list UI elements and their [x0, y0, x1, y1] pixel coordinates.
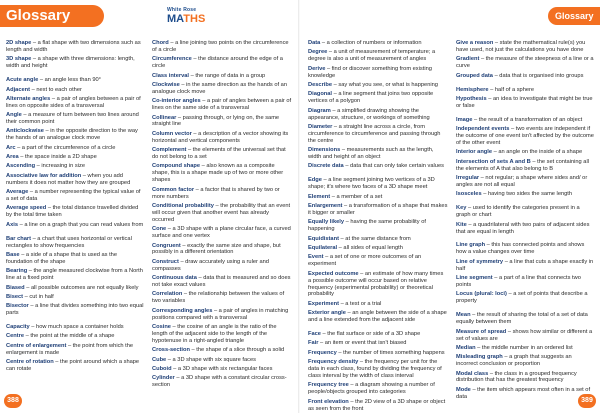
glossary-term: Cube: [152, 356, 167, 363]
glossary-term: Mode: [456, 386, 471, 393]
glossary-definition: – a flat shape with two dimensions such as length and width: [6, 40, 141, 53]
glossary-entry: [152, 98, 292, 112]
white-rose-maths-logo: [167, 7, 227, 29]
glossary-term: Frequency: [308, 349, 337, 356]
glossary-term: Discrete data: [308, 163, 344, 170]
glossary-definition: – a factor that is shared by two or more numbers: [152, 186, 280, 200]
glossary-entry: [456, 259, 594, 273]
glossary-definition: – the frequency per unit for the data in each class, found by dividing the frequency of class interval by the width of class interval: [308, 359, 442, 379]
glossary-definition: – an estimate of how many times a possible outcome will occur based on relative frequency (experimental probability) or theoretical probability: [308, 270, 444, 298]
glossary-entry: [152, 375, 292, 389]
glossary-entry: [456, 312, 594, 326]
glossary-definition: – not regular; a shape where sides and/ or angles are not all equal: [456, 175, 588, 188]
glossary-entry: [456, 159, 594, 173]
glossary-entry: [6, 222, 144, 229]
glossary-entry: [456, 242, 594, 256]
glossary-term: Angle: [6, 112, 22, 119]
glossary-definition: – a member of a set: [330, 193, 383, 200]
glossary-definition: – a graph that suggests an incorrect conclusion or proportion: [456, 354, 572, 368]
glossary-definition: – a shape with three dimensions: length, width and height: [6, 56, 135, 70]
glossary-term: Diagram: [308, 107, 331, 114]
glossary-term: Cross-section: [152, 347, 190, 354]
glossary-entry: [6, 189, 144, 203]
glossary-definition: – a line that cuts a shape exactly in half: [456, 258, 594, 272]
glossary-term: Construct: [152, 258, 179, 265]
glossary-entry: [456, 222, 594, 236]
glossary-entry: [6, 56, 144, 70]
glossary-term: Fair: [308, 340, 319, 347]
glossary-definition: – the middle number in an ordered list: [475, 344, 573, 351]
glossary-entry: [308, 301, 448, 308]
glossary-definition: – the space inside a 2D shape: [18, 154, 97, 161]
glossary-term: Describe: [308, 81, 333, 88]
logo-main-text: MATHS: [167, 13, 206, 25]
glossary-term: Congruent: [152, 242, 181, 249]
glossary-entry: [6, 324, 144, 331]
glossary-definition: – the flat surface or side of a 3D shape: [320, 331, 421, 338]
glossary-term: Biased: [6, 284, 25, 291]
glossary-term: Degree: [308, 49, 328, 56]
glossary-term: Frequency density: [308, 359, 359, 366]
glossary-entry: [6, 268, 144, 282]
glossary-term: Axis: [6, 221, 19, 228]
glossary-entry: [456, 371, 594, 385]
glossary-entry: [308, 66, 448, 80]
glossary-entry: [308, 331, 448, 338]
glossary-definition: – a simplified drawing showing the appearance, structure, or workings of something: [308, 107, 430, 121]
glossary-term: Event: [308, 254, 324, 261]
glossary-definition: – the number of times something happens: [336, 349, 445, 356]
glossary-definition: – a part of a line that connects two points: [456, 275, 581, 289]
page-title-right: Glossary: [555, 11, 594, 21]
glossary-entry: [308, 91, 448, 105]
glossary-entry: [6, 285, 144, 292]
glossary-term: Cuboid: [152, 365, 172, 372]
glossary-entry: [6, 154, 144, 161]
glossary-term: Line of symmetry: [456, 258, 504, 265]
page-number-right: 389: [578, 394, 596, 408]
glossary-entry: [308, 108, 448, 122]
glossary-entry: [308, 350, 448, 357]
glossary-definition: – a collection of numbers or information: [320, 40, 422, 46]
glossary-entry: [6, 96, 144, 110]
glossary-entry: [6, 173, 144, 187]
glossary-entry: [6, 40, 144, 54]
glossary-term: Front elevation: [308, 398, 349, 405]
glossary-term: Bearing: [6, 268, 28, 275]
glossary-term: Independent events: [456, 126, 510, 133]
glossary-definition: – the point around which a shape can rotate: [6, 359, 140, 373]
glossary-term: Median: [456, 344, 476, 351]
glossary-entry: [308, 219, 448, 233]
glossary-term: Cone: [152, 226, 167, 233]
glossary-entry: [6, 205, 144, 219]
glossary-entry: [456, 56, 594, 70]
glossary-entry: [456, 191, 594, 198]
glossary-definition: – a transformation of a shape that makes it bigger or smaller: [308, 203, 448, 216]
glossary-entry: [308, 340, 448, 347]
glossary-term: Diameter: [308, 123, 333, 130]
glossary-entry: [6, 252, 144, 266]
glossary-term: Enlargement: [308, 203, 343, 210]
glossary-term: Cylinder: [152, 375, 175, 382]
glossary-term: Centre of enlargement: [6, 342, 67, 349]
glossary-definition: – the set containing all the elements of A that also belong to B: [456, 158, 589, 172]
glossary-entry: [308, 203, 448, 217]
glossary-definition: – the measure of the steepness of a line or a curve: [456, 56, 594, 70]
glossary-definition: – a set of one or more outcomes of an experiment: [308, 254, 422, 268]
glossary-definition: – having the same probability of happening: [308, 219, 426, 233]
glossary-definition: – next to each other: [30, 86, 82, 93]
glossary-term: Derive: [308, 65, 326, 72]
glossary-definition: – the probability that an event will occur given that another event has already occurred: [152, 202, 291, 223]
glossary-term: Corresponding angles: [152, 307, 213, 314]
glossary-entry: [456, 275, 594, 289]
glossary-entry: [152, 291, 292, 305]
glossary-entry: [308, 147, 448, 161]
glossary-entry: [6, 359, 144, 373]
glossary-entry: [308, 359, 448, 380]
glossary-entry: [456, 40, 594, 54]
glossary-term: Element: [308, 193, 331, 200]
glossary-entry: [6, 294, 144, 301]
glossary-definition: – a part of the circumference of a circle: [15, 144, 116, 151]
glossary-term: Hemisphere: [456, 86, 489, 93]
glossary-term: Common factor: [152, 186, 195, 193]
glossary-entry: [152, 82, 292, 96]
glossary-entry: [6, 128, 144, 142]
glossary-term: Gradient: [456, 56, 480, 63]
glossary-definition: – a chart that uses horizontal or vertical rectangles to show frequencies: [6, 235, 132, 249]
glossary-term: Ascending: [6, 163, 36, 170]
glossary-term: Measure of spread: [456, 328, 507, 335]
glossary-entry: [456, 117, 594, 124]
glossary-definition: – the angle measured clockwise from a North line at a fixed point: [6, 268, 143, 282]
glossary-definition: – the distance around the edge of a circle: [152, 56, 283, 70]
glossary-term: Exterior angle: [308, 310, 346, 317]
glossary-term: Conditional probability: [152, 202, 214, 209]
glossary-entry: [456, 354, 594, 368]
glossary-entry: [308, 177, 448, 191]
glossary-entry: [456, 96, 594, 110]
glossary-entry: [152, 147, 292, 161]
glossary-entry: [308, 254, 448, 268]
glossary-term: Interior angle: [456, 149, 493, 156]
glossary-term: Cosine: [152, 324, 171, 330]
glossary-column-1: [6, 40, 144, 375]
glossary-definition: – increasing in size: [35, 163, 86, 170]
glossary-term: Average: [6, 189, 29, 196]
glossary-definition: – in the opposite direction to the way the hands of an analogue clock move: [6, 128, 138, 142]
glossary-definition: – a description of a vector showing its horizontal and vertical components: [152, 130, 289, 144]
glossary-entry: [152, 40, 292, 54]
glossary-definition: – all possible outcomes are not equally likely: [24, 284, 139, 291]
glossary-definition: – an idea to investigate that might be true or false: [456, 95, 593, 109]
glossary-term: Chord: [152, 40, 169, 46]
glossary-term: Co-interior angles: [152, 98, 201, 105]
glossary-definition: – measurements such as the length, width and height of an object: [308, 147, 434, 161]
glossary-entry: [6, 145, 144, 152]
glossary-definition: – data that is organised into groups: [492, 72, 584, 79]
glossary-entry: [308, 40, 448, 47]
glossary-definition: – say what you see, or what is happening: [332, 81, 438, 88]
glossary-term: Bar chart: [6, 235, 31, 242]
glossary-entry: [6, 87, 144, 94]
glossary-entry: [6, 77, 144, 84]
glossary-definition: – an angle on the inside of a shape: [492, 149, 583, 156]
glossary-term: Locus (plural: loci): [456, 291, 507, 298]
glossary-definition: – a unit of measurement of temperature; a degree is also a unit of measurement of angles: [308, 49, 436, 63]
glossary-term: Equally likely: [308, 219, 345, 226]
glossary-term: Complement: [152, 147, 187, 154]
glossary-term: Compound shape: [152, 163, 201, 170]
glossary-term: Intersection of sets A and B: [456, 158, 531, 165]
glossary-definition: – the class in a grouped frequency distribution that has the greatest frequency: [456, 370, 577, 384]
glossary-entry: [152, 308, 292, 322]
glossary-entry: [456, 329, 594, 343]
glossary-entry: [456, 149, 594, 156]
glossary-entry: [308, 245, 448, 252]
glossary-definition: – when you add numbers it does not matter how they are grouped: [6, 172, 131, 186]
glossary-term: Frequency tree: [308, 382, 349, 389]
glossary-term: Circumference: [152, 56, 192, 63]
glossary-term: Equidistant: [308, 235, 339, 242]
glossary-term: Mean: [456, 312, 471, 319]
glossary-term: Adjacent: [6, 86, 31, 93]
glossary-definition: – a number representing the typical value of a set of data: [6, 189, 141, 203]
logo-top-text: White Rose: [167, 7, 197, 13]
glossary-term: Alternate angles: [6, 95, 51, 102]
glossary-definition: – the result of sharing the total of a set of data equally between them: [456, 312, 588, 326]
glossary-column-4: [456, 40, 594, 403]
glossary-entry: [308, 49, 448, 63]
glossary-entry: [152, 115, 292, 129]
glossary-entry: [152, 324, 292, 345]
glossary-entry: [152, 131, 292, 145]
glossary-term: Isosceles: [456, 191, 482, 198]
glossary-entry: [308, 271, 448, 299]
glossary-term: 3D shape: [6, 56, 32, 63]
glossary-term: Data: [308, 40, 321, 46]
glossary-term: Centre: [6, 333, 25, 340]
glossary-entry: [6, 303, 144, 317]
glossary-definition: – a test or a trial: [338, 300, 382, 307]
glossary-definition: – a line joining two points on the circumference of a circle: [152, 40, 289, 53]
glossary-definition: – all sides of equal length: [337, 244, 403, 251]
glossary-banner-left: [0, 5, 104, 27]
glossary-entry: [6, 236, 144, 250]
glossary-definition: – shows how similar or different a set of values are: [456, 328, 593, 342]
glossary-definition: – a pair of angles between a pair of lines on the same side of a transversal: [152, 98, 292, 112]
glossary-definition: – the elements of the universal set that do not belong to a set: [152, 147, 286, 161]
glossary-definition: – two events are independent if the outcome of one event isn't affected by the outcome of the other event: [456, 126, 594, 147]
glossary-definition: – an angle less than 90°: [38, 77, 101, 84]
glossary-definition: – a side of a shape that is used as the foundation of the shape: [6, 251, 117, 265]
glossary-definition: – the result of a transformation of an object: [472, 116, 583, 123]
glossary-entry: [152, 366, 292, 373]
glossary-definition: – the point at the middle of a shape: [24, 333, 115, 340]
glossary-definition: – cut in half: [23, 293, 54, 300]
glossary-term: Average speed: [6, 205, 47, 212]
glossary-definition: – a diagram showing a number of people/objects grouped into categories: [308, 382, 435, 396]
glossary-term: Anticlockwise: [6, 128, 44, 135]
glossary-term: Bisect: [6, 293, 24, 300]
glossary-definition: – an angle between the side of a shape and a line extended from the adjacent side: [308, 310, 447, 324]
glossary-entry: [308, 236, 448, 243]
glossary-definition: – in the same direction as the hands of an analogue clock move: [152, 81, 288, 95]
glossary-term: Grouped data: [456, 72, 493, 79]
glossary-column-3: [308, 40, 448, 413]
glossary-definition: – a line on a graph that you can read values from: [18, 221, 144, 228]
glossary-term: Face: [308, 331, 321, 338]
glossary-definition: – half of a sphere: [488, 86, 535, 93]
glossary-entry: [456, 291, 594, 305]
page-title: Glossary: [6, 7, 71, 24]
glossary-definition: – a 3D shape with six square faces: [166, 356, 257, 363]
glossary-definition: – a measure of turn between two lines around their common point: [6, 112, 139, 126]
glossary-definition: – having two sides the same length: [481, 191, 573, 198]
glossary-entry: [308, 399, 448, 413]
glossary-term: Line graph: [456, 242, 486, 249]
glossary-definition: – a line segment joining two vertices of a 3D shape; it's where two faces of a 3D shape meet: [308, 177, 435, 191]
glossary-entry: [152, 347, 292, 354]
glossary-definition: – a straight line across a circle, from circumference to circumference and passing through the centre: [308, 123, 441, 144]
glossary-entry: [308, 163, 448, 170]
glossary-definition: – the range of data in a group: [189, 72, 266, 79]
glossary-entry: [456, 87, 594, 94]
glossary-definition: – a quadrilateral with two pairs of adjacent sides that are equal in length: [456, 221, 590, 235]
glossary-term: Acute angle: [6, 77, 39, 84]
glossary-term: Bisector: [6, 303, 29, 310]
glossary-definition: – the 2D view of a 3D shape or object as seen from the front: [308, 398, 446, 412]
glossary-entry: [152, 203, 292, 224]
glossary-term: Give a reason: [456, 40, 494, 46]
glossary-definition: – a 3D shape with a constant circular cross-section: [152, 375, 287, 389]
glossary-definition: – a pair of angles in matching positions compared with a transversal: [152, 307, 289, 321]
glossary-term: Collinear: [152, 114, 177, 121]
glossary-entry: [152, 275, 292, 289]
glossary-definition: – exactly the same size and shape, but possibly in a different orientation: [152, 242, 281, 256]
glossary-term: Expected outcome: [308, 270, 359, 277]
glossary-definition: – the relationship between the values of two variables: [152, 291, 285, 305]
glossary-definition: – data that is measured and so does not take exact values: [152, 275, 291, 289]
glossary-term: Correlation: [152, 291, 183, 298]
glossary-definition: – draw accurately using a ruler and compasses: [152, 258, 269, 272]
glossary-term: Key: [456, 205, 467, 212]
glossary-definition: – the cosine of an angle is the ratio of the length of the adjacent side to the length of the hypotenuse in a right-angled triangle: [152, 324, 277, 344]
glossary-definition: – also known as a composite shape, this is a shape made up of two or more other shapes: [152, 163, 284, 184]
glossary-definition: – how much space a container holds: [29, 324, 124, 331]
glossary-term: Arc: [6, 144, 16, 151]
glossary-entry: [456, 387, 594, 401]
glossary-term: Class interval: [152, 72, 189, 79]
glossary-entry: [152, 243, 292, 257]
glossary-entry: [456, 205, 594, 219]
glossary-entry: [152, 259, 292, 273]
glossary-term: Associative law for addition: [6, 172, 82, 179]
glossary-banner-right: [548, 7, 600, 25]
glossary-term: Misleading graph: [456, 354, 503, 361]
glossary-term: 2D shape: [6, 40, 32, 46]
glossary-term: Equilateral: [308, 244, 338, 251]
glossary-entry: [456, 73, 594, 80]
glossary-term: Diagonal: [308, 91, 333, 98]
glossary-term: Capacity: [6, 324, 30, 331]
glossary-entry: [152, 187, 292, 201]
glossary-definition: – the total distance travelled divided by the total time taken: [6, 205, 139, 219]
glossary-term: Edge: [308, 177, 322, 184]
glossary-definition: – a 3D shape with six rectangular faces: [171, 365, 273, 372]
glossary-entry: [308, 382, 448, 396]
glossary-definition: – a line segment that joins two opposite vertices of a polygon: [308, 91, 434, 105]
glossary-definition: – used to identify the categories present in a graph or chart: [456, 205, 580, 219]
glossary-definition: – the item which appears most often in a set of data: [456, 386, 591, 400]
glossary-entry: [308, 124, 448, 145]
glossary-term: Irregular: [456, 175, 480, 182]
glossary-definition: – the point from which the enlargement is made: [6, 342, 134, 356]
glossary-column-2: [152, 40, 292, 392]
glossary-entry: [6, 112, 144, 126]
page-number-left: 388: [4, 394, 22, 408]
glossary-term: Kite: [456, 221, 467, 228]
glossary-entry: [6, 343, 144, 357]
glossary-definition: – a pair of angles between a pair of lines on opposite sides of a transversal: [6, 95, 141, 109]
glossary-entry: [152, 56, 292, 70]
glossary-entry: [308, 310, 448, 324]
glossary-entry: [456, 175, 594, 189]
glossary-definition: – find or discover something from existing knowledge: [308, 65, 432, 79]
glossary-definition: – passing through, or lying on, the same straight line: [152, 114, 280, 128]
glossary-definition: – the shape of a slice through a solid: [189, 347, 285, 354]
glossary-entry: [6, 163, 144, 170]
glossary-definition: – data that can only take certain values: [343, 163, 444, 170]
glossary-term: Hypothesis: [456, 95, 487, 102]
glossary-entry: [456, 126, 594, 147]
glossary-definition: – at the same distance from: [338, 235, 411, 242]
glossary-term: Image: [456, 116, 473, 123]
glossary-term: Column vector: [152, 130, 192, 137]
glossary-entry: [152, 73, 292, 80]
glossary-definition: – state the mathematical rule(s) you have used, not just the calculations you have done: [456, 40, 586, 53]
glossary-definition: – this has connected points and shows how a value changes over time: [456, 242, 585, 256]
glossary-definition: – a set of points that describe a property: [456, 291, 588, 305]
glossary-term: Continuous data: [152, 275, 197, 282]
glossary-entry: [152, 357, 292, 364]
glossary-term: Dimensions: [308, 147, 341, 154]
glossary-entry: [152, 226, 292, 240]
glossary-term: Centre of rotation: [6, 359, 54, 366]
glossary-definition: – an item or event that isn't biased: [318, 340, 407, 347]
glossary-entry: [308, 194, 448, 201]
glossary-term: Base: [6, 251, 20, 258]
glossary-entry: [308, 82, 448, 89]
glossary-definition: – a 3D shape with a plane circular face, a curved surface and one vertex: [152, 226, 291, 240]
glossary-entry: [152, 163, 292, 184]
glossary-term: Clockwise: [152, 81, 180, 88]
glossary-term: Modal class: [456, 370, 489, 377]
glossary-entry: [456, 345, 594, 352]
glossary-term: Line segment: [456, 275, 493, 282]
glossary-term: Area: [6, 154, 19, 161]
glossary-entry: [6, 333, 144, 340]
glossary-term: Experiment: [308, 300, 339, 307]
right-page: [300, 0, 600, 413]
glossary-definition: – a line that divides something into two equal parts: [6, 303, 144, 317]
